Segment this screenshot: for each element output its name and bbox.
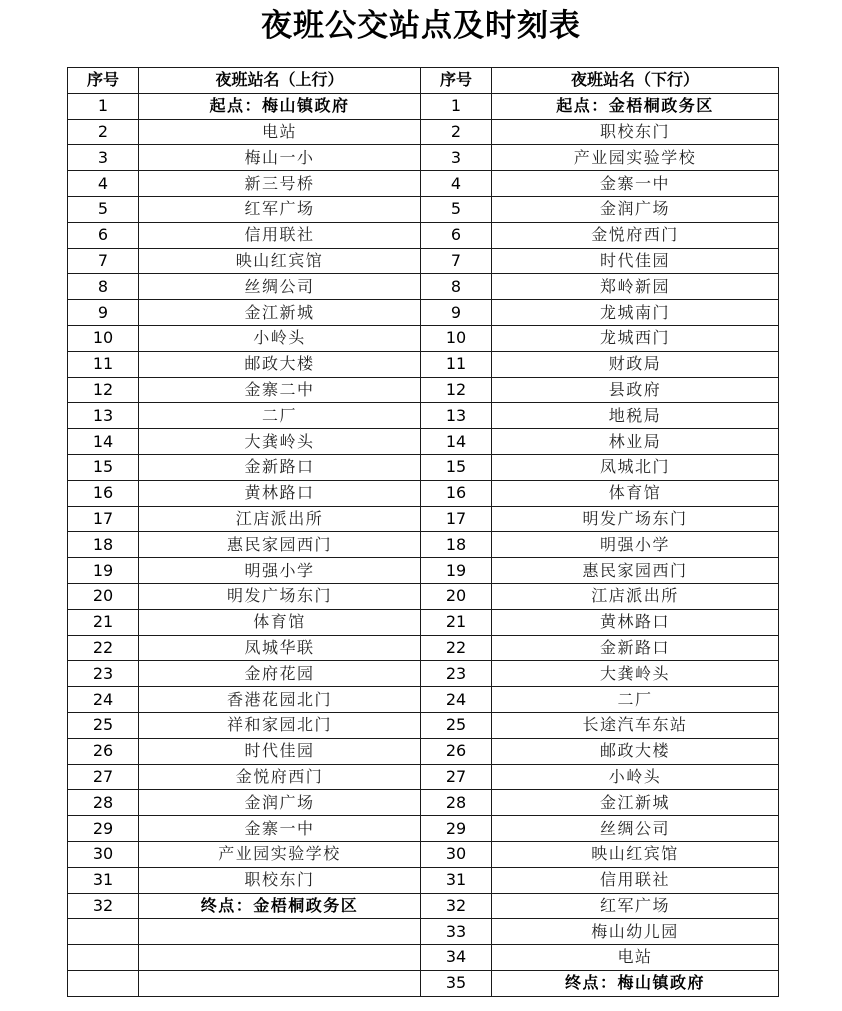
seq-up-cell: [68, 919, 139, 945]
seq-up-cell: 26: [68, 738, 139, 764]
seq-up-cell: 12: [68, 377, 139, 403]
station-up-cell: 金江新城: [139, 300, 421, 326]
station-down-cell: 郑岭新园: [492, 274, 779, 300]
seq-down-cell: 28: [421, 790, 492, 816]
seq-down-cell: 20: [421, 583, 492, 609]
seq-down-cell: 16: [421, 480, 492, 506]
seq-down-cell: 22: [421, 635, 492, 661]
seq-up-cell: 7: [68, 248, 139, 274]
header-seq-up: 序号: [68, 68, 139, 94]
station-down-cell: 金悦府西门: [492, 222, 779, 248]
station-down-cell: 终点：梅山镇政府: [492, 970, 779, 996]
station-down-cell: 体育馆: [492, 480, 779, 506]
table-row: [68, 558, 779, 584]
station-up-cell: 香港花园北门: [139, 687, 421, 713]
station-down-cell: 映山红宾馆: [492, 841, 779, 867]
seq-down-cell: 9: [421, 300, 492, 326]
table-row: [68, 480, 779, 506]
table-row: [68, 738, 779, 764]
table-row: [68, 171, 779, 197]
seq-down-cell: 30: [421, 841, 492, 867]
seq-down-cell: 25: [421, 712, 492, 738]
table-row: [68, 145, 779, 171]
table-row: [68, 687, 779, 713]
table-row: [68, 325, 779, 351]
header-name-up: 夜班站名（上行）: [139, 68, 421, 94]
station-down-cell: 产业园实验学校: [492, 145, 779, 171]
table-row: [68, 377, 779, 403]
seq-up-cell: 11: [68, 351, 139, 377]
schedule-table: [67, 67, 779, 997]
station-up-cell: 金新路口: [139, 454, 421, 480]
station-down-cell: 惠民家园西门: [492, 558, 779, 584]
station-up-cell: 大龚岭头: [139, 429, 421, 455]
table-row: [68, 196, 779, 222]
seq-down-cell: 13: [421, 403, 492, 429]
station-up-cell: 梅山一小: [139, 145, 421, 171]
station-up-cell: 祥和家园北门: [139, 712, 421, 738]
station-down-cell: 邮政大楼: [492, 738, 779, 764]
seq-up-cell: 13: [68, 403, 139, 429]
seq-up-cell: 15: [68, 454, 139, 480]
seq-down-cell: 21: [421, 609, 492, 635]
station-up-cell: 金悦府西门: [139, 764, 421, 790]
seq-up-cell: [68, 945, 139, 971]
seq-up-cell: 24: [68, 687, 139, 713]
station-down-cell: 凤城北门: [492, 454, 779, 480]
station-down-cell: 电站: [492, 945, 779, 971]
seq-down-cell: 6: [421, 222, 492, 248]
station-up-cell: 丝绸公司: [139, 274, 421, 300]
station-up-cell: 金府花园: [139, 661, 421, 687]
table-row: [68, 300, 779, 326]
station-up-cell: 电站: [139, 119, 421, 145]
seq-up-cell: 21: [68, 609, 139, 635]
station-down-cell: 起点：金梧桐政务区: [492, 93, 779, 119]
seq-up-cell: 30: [68, 841, 139, 867]
table-row: [68, 635, 779, 661]
seq-up-cell: 28: [68, 790, 139, 816]
table-row: [68, 119, 779, 145]
seq-up-cell: 19: [68, 558, 139, 584]
seq-down-cell: 5: [421, 196, 492, 222]
seq-up-cell: [68, 970, 139, 996]
table-row: [68, 816, 779, 842]
station-down-cell: 丝绸公司: [492, 816, 779, 842]
station-down-cell: 职校东门: [492, 119, 779, 145]
station-down-cell: 财政局: [492, 351, 779, 377]
seq-up-cell: 29: [68, 816, 139, 842]
seq-down-cell: 3: [421, 145, 492, 171]
station-up-cell: 时代佳园: [139, 738, 421, 764]
station-down-cell: 金润广场: [492, 196, 779, 222]
seq-up-cell: 9: [68, 300, 139, 326]
station-up-cell: 新三号桥: [139, 171, 421, 197]
seq-down-cell: 18: [421, 532, 492, 558]
seq-down-cell: 17: [421, 506, 492, 532]
station-up-cell: 金寨一中: [139, 816, 421, 842]
seq-down-cell: 32: [421, 893, 492, 919]
station-down-cell: 明强小学: [492, 532, 779, 558]
seq-down-cell: 15: [421, 454, 492, 480]
page-title: 夜班公交站点及时刻表: [261, 8, 581, 44]
table-row: [68, 274, 779, 300]
seq-down-cell: 2: [421, 119, 492, 145]
station-down-cell: 时代佳园: [492, 248, 779, 274]
station-up-cell: 二厂: [139, 403, 421, 429]
seq-up-cell: 1: [68, 93, 139, 119]
seq-down-cell: 4: [421, 171, 492, 197]
seq-down-cell: 19: [421, 558, 492, 584]
station-up-cell: 职校东门: [139, 867, 421, 893]
station-up-cell: 金润广场: [139, 790, 421, 816]
station-up-cell: 江店派出所: [139, 506, 421, 532]
table-row: [68, 661, 779, 687]
table-row: [68, 583, 779, 609]
station-down-cell: 长途汽车东站: [492, 712, 779, 738]
seq-down-cell: 26: [421, 738, 492, 764]
seq-up-cell: 31: [68, 867, 139, 893]
seq-up-cell: 3: [68, 145, 139, 171]
station-down-cell: 金新路口: [492, 635, 779, 661]
station-down-cell: 林业局: [492, 429, 779, 455]
station-down-cell: 红军广场: [492, 893, 779, 919]
seq-up-cell: 20: [68, 583, 139, 609]
station-down-cell: 金寨一中: [492, 171, 779, 197]
seq-down-cell: 29: [421, 816, 492, 842]
station-up-cell: 邮政大楼: [139, 351, 421, 377]
table-row: [68, 712, 779, 738]
table-row: [68, 841, 779, 867]
station-up-cell: 明发广场东门: [139, 583, 421, 609]
seq-down-cell: 33: [421, 919, 492, 945]
seq-up-cell: 32: [68, 893, 139, 919]
seq-up-cell: 17: [68, 506, 139, 532]
seq-down-cell: 8: [421, 274, 492, 300]
table-row: [68, 609, 779, 635]
table-row: [68, 93, 779, 119]
station-down-cell: 地税局: [492, 403, 779, 429]
seq-down-cell: 11: [421, 351, 492, 377]
seq-up-cell: 2: [68, 119, 139, 145]
station-down-cell: 大龚岭头: [492, 661, 779, 687]
station-down-cell: 龙城南门: [492, 300, 779, 326]
seq-up-cell: 22: [68, 635, 139, 661]
station-up-cell: 小岭头: [139, 325, 421, 351]
station-up-cell: 黄林路口: [139, 480, 421, 506]
seq-up-cell: 6: [68, 222, 139, 248]
station-down-cell: 明发广场东门: [492, 506, 779, 532]
station-down-cell: 黄林路口: [492, 609, 779, 635]
station-up-cell: 凤城华联: [139, 635, 421, 661]
station-up-cell: 信用联社: [139, 222, 421, 248]
table-row: [68, 403, 779, 429]
station-up-cell: 明强小学: [139, 558, 421, 584]
station-down-cell: 龙城西门: [492, 325, 779, 351]
seq-down-cell: 34: [421, 945, 492, 971]
table-row: [68, 222, 779, 248]
seq-down-cell: 7: [421, 248, 492, 274]
seq-up-cell: 18: [68, 532, 139, 558]
seq-down-cell: 27: [421, 764, 492, 790]
station-up-cell: 红军广场: [139, 196, 421, 222]
table-row: [68, 893, 779, 919]
table-row: [68, 764, 779, 790]
station-up-cell: 金寨二中: [139, 377, 421, 403]
table-row: [68, 532, 779, 558]
station-down-cell: 梅山幼儿园: [492, 919, 779, 945]
station-down-cell: 县政府: [492, 377, 779, 403]
table-row: [68, 919, 779, 945]
station-up-cell: [139, 945, 421, 971]
seq-up-cell: 8: [68, 274, 139, 300]
seq-down-cell: 1: [421, 93, 492, 119]
seq-down-cell: 10: [421, 325, 492, 351]
seq-up-cell: 27: [68, 764, 139, 790]
seq-up-cell: 23: [68, 661, 139, 687]
station-up-cell: 体育馆: [139, 609, 421, 635]
header-seq-down: 序号: [421, 68, 492, 94]
station-down-cell: 江店派出所: [492, 583, 779, 609]
seq-up-cell: 25: [68, 712, 139, 738]
station-up-cell: 映山红宾馆: [139, 248, 421, 274]
seq-up-cell: 16: [68, 480, 139, 506]
seq-down-cell: 35: [421, 970, 492, 996]
seq-up-cell: 14: [68, 429, 139, 455]
table-row: [68, 867, 779, 893]
table-row: [68, 351, 779, 377]
table-row: [68, 506, 779, 532]
header-name-down: 夜班站名（下行）: [492, 68, 779, 94]
table-row: [68, 790, 779, 816]
seq-down-cell: 23: [421, 661, 492, 687]
station-up-cell: 惠民家园西门: [139, 532, 421, 558]
seq-down-cell: 14: [421, 429, 492, 455]
station-up-cell: 起点：梅山镇政府: [139, 93, 421, 119]
seq-down-cell: 24: [421, 687, 492, 713]
table-header-row: [68, 68, 779, 94]
station-down-cell: 信用联社: [492, 867, 779, 893]
station-up-cell: 产业园实验学校: [139, 841, 421, 867]
table-row: [68, 429, 779, 455]
table-row: [68, 248, 779, 274]
station-down-cell: 金江新城: [492, 790, 779, 816]
station-down-cell: 二厂: [492, 687, 779, 713]
seq-up-cell: 10: [68, 325, 139, 351]
table-body: [68, 93, 779, 996]
seq-up-cell: 5: [68, 196, 139, 222]
table-row: [68, 970, 779, 996]
station-down-cell: 小岭头: [492, 764, 779, 790]
seq-down-cell: 12: [421, 377, 492, 403]
table-row: [68, 945, 779, 971]
seq-down-cell: 31: [421, 867, 492, 893]
table-row: [68, 454, 779, 480]
station-up-cell: [139, 970, 421, 996]
seq-up-cell: 4: [68, 171, 139, 197]
station-up-cell: [139, 919, 421, 945]
station-up-cell: 终点：金梧桐政务区: [139, 893, 421, 919]
